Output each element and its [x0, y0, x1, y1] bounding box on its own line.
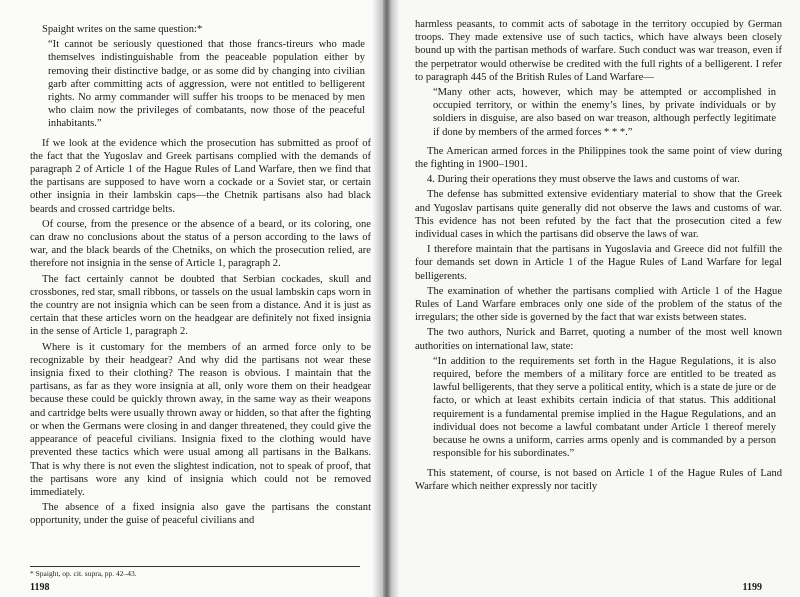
block-quote: “In addition to the requirements set forth in the Hague Regulations, it is also required, before the members of a military force are entitled to be treated as lawful belligerents, that they serve a political entity, which is a state de jure or de facto, or which at least exhibits certain indicia of that status. This additional requirement is a fundamental premise implied in the Hague Regulations, and an individual does not become a lawful combatant under Article 1 thereof merely because he owns a uniform, carries arms openly and is commanded by a person responsible for his subordinates.” — [433, 355, 776, 460]
page-number: 1198 — [30, 582, 50, 593]
footnote: * Spaight, op. cit. supra, pp. 42–43. — [30, 566, 360, 578]
paragraph: This statement, of course, is not based on Article 1 of the Hague Rules of Land Warfare which neither expressly nor tacitly — [415, 467, 782, 492]
paragraph: If we look at the evidence which the prosecution has submitted as proof of the fact that the Yugoslav and Greek partisans complied with the demands of paragraph 2 of Article 1 of the Hague Rules of Land Warfare, then we find that the partisans are supposed to have worn a cockade or a Soviet star, or certain other insignia in their lambskin caps—the Chetnik partisans also had black beards and crossed cartridge belts. — [30, 137, 371, 215]
left-page — [0, 0, 383, 597]
paragraph: The American armed forces in the Philippines took the same point of view during the fighting in 1900–1901. — [415, 145, 782, 171]
paragraph: Of course, from the presence or the absence of a beard, or its coloring, one can draw no conclusions about the status of a person according to the laws of war, and the black beards of the Chetniks, on which the prosecution relied, are therefore not insignia in the sense of Article 1, paragraph 2. — [30, 218, 371, 270]
paragraph: harmless peasants, to commit acts of sabotage in the territory occupied by German troops. They made extensive use of such tactics, which have always been closely bound up with the partisan methods of warfare. Such conduct was war treason, even if the perpetrator would otherwise be credited with the full rights of a belligerent. I refer to paragraph 445 of the British Rules of Land Warfare— — [415, 19, 782, 83]
paragraph: The fact certainly cannot be doubted that Serbian cockades, skull and crossbones, red star, small ribbons, or tassels on the usual lambskin caps worn in the country are not insignia which can be seen from a distance. And it is just as certain that these articles worn on the headgear are definitely not fixed insignia in the sense of Article 1, paragraph 2. — [30, 273, 371, 338]
block-quote: “It cannot be seriously questioned that those francs-tireurs who made themselves indistinguishable from the peaceable population either by removing their distinctive badge, or as some did by changing into civilian garb after committing acts of aggression, were not entitled to belligerent rights. No army commander will suffer his troops to be menaced by men who claim now the privileges of combatants, now those of the peaceful inhabitants.” — [48, 39, 365, 130]
paragraph: Spaight writes on the same question:* — [42, 24, 203, 35]
paragraph: I therefore maintain that the partisans in Yugoslavia and Greece did not fulfill the four demands set down in Article 1 of the Hague Rules of Land Warfare for legal belligerents. — [415, 244, 782, 282]
paragraph: Where is it customary for the members of an armed force only to be recognizable by their headgear? And why did the partisans not wear these insignia fixed to their clothing? The reason is obvious. I maintain that the partisans, as far as they wore insignia at all, only wore them on their headgear because these could be quickly thrown away, in the same way as their weapons and cartridge belts were usually thrown away or hidden, so that after the fighting or when the Germans were closing in and danger threatened, they could give the appearance of peaceful civilians. Insignia fixed to the clothing would have prevented these tactics which were usual among all partisans in the Balkans. That is why there is not even the slightest indication, not to speak of proof, that the partisans wore any kind of insignia which could not be removed immediately. — [30, 341, 371, 498]
paragraph: 4. During their operations they must observe the laws and customs of war. — [427, 174, 740, 186]
page-number: 1199 — [742, 582, 762, 593]
paragraph: The two authors, Nurick and Barret, quoting a number of the most well known authorities on international law, state: — [415, 327, 782, 352]
block-quote: “Many other acts, however, which may be attempted or accomplished in occupied territory, or within the enemy’s lines, by private individuals or by soldiers in disguise, are also based on war treason, although perfectly legitimate if done by members of the armed forces * * *.” — [433, 87, 776, 138]
paragraph: The defense has submitted extensive evidentiary material to show that the Greek and Yugoslav partisans quite generally did not observe the laws and customs of war. This evidence has not been refuted by the fact that the prosecution cited a few individual cases in which the partisans did observe the laws of war. — [415, 189, 782, 241]
paragraph: The examination of whether the partisans complied with Article 1 of the Hague Rules of Land Warfare embraces only one side of the problem of the status of the irregulars; the other side is governed by the fact that war exists between states. — [415, 285, 782, 324]
right-page — [387, 0, 800, 597]
paragraph: The absence of a fixed insignia also gave the partisans the constant opportunity, under the guise of peaceful civilians and — [30, 502, 371, 527]
